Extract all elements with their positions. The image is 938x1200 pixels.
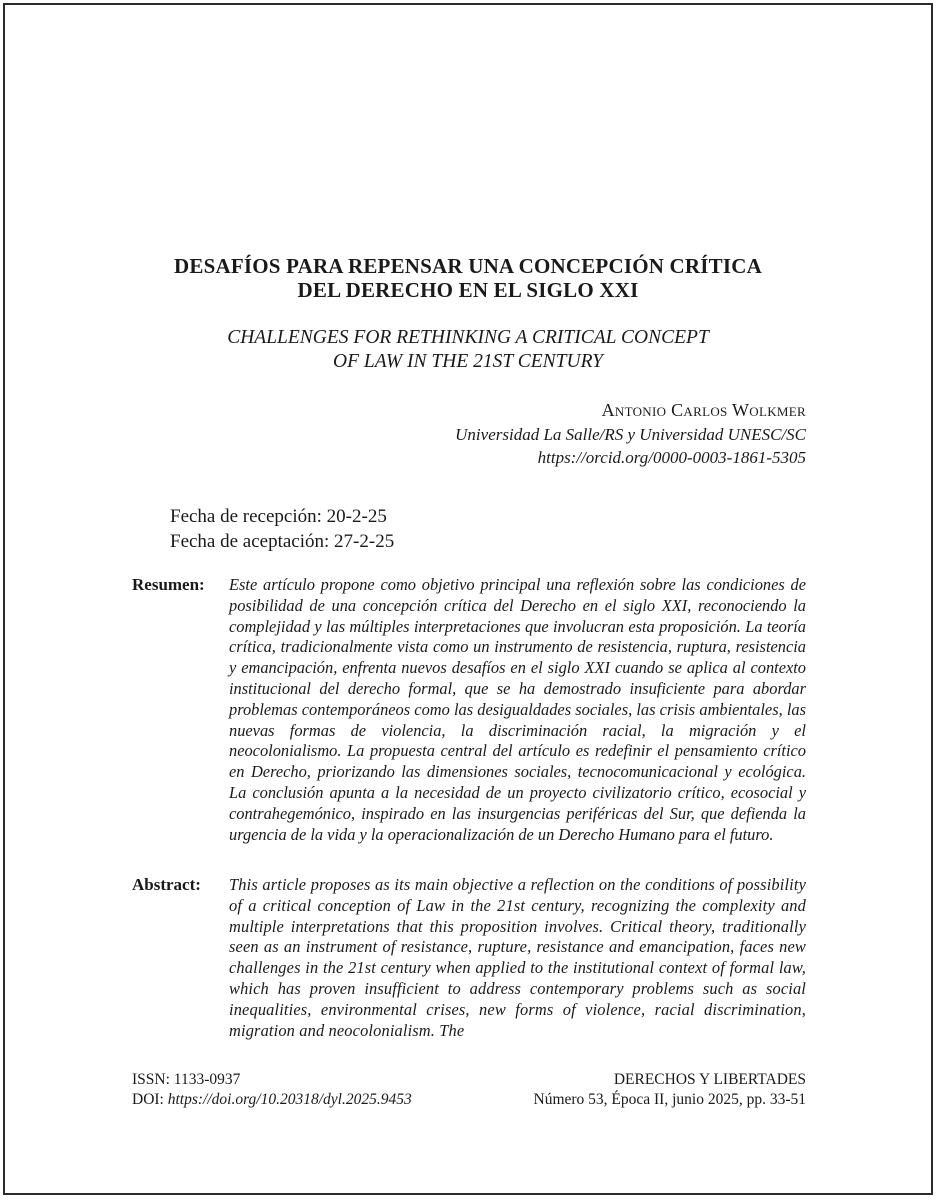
footer-right — [534, 1070, 807, 1110]
abstract-text: This article proposes as its main objective a reflection on the conditions of possibility of a critical conception of Law in the 21st century, recognizing the complexity and multiple interpretations that this proposition involves. Critical theory, traditionally seen as an instrument of resistance, rupture, resistance and emancipation, faces new challenges in the 21st century when applied to the institutional context of formal law, which has proven insufficient to address contemporary problems such as social inequalities, environmental crises, new forms of violence, racial discrimination, migration and neocolonialism. The — [229, 875, 806, 1040]
title-en-line-2: OF LAW IN THE 21ST CENTURY — [333, 351, 603, 372]
submission-dates — [170, 504, 394, 554]
issn: ISSN: 1133-0937 — [132, 1071, 241, 1088]
title-es-line-2: DEL DERECHO EN EL SIGLO XXI — [297, 278, 639, 302]
author-orcid-link[interactable]: https://orcid.org/0000-0003-1861-5305 — [537, 448, 806, 467]
author-name: Antonio Carlos Wolkmer — [601, 400, 806, 420]
date-accepted: Fecha de aceptación: 27-2-25 — [170, 531, 395, 552]
author-affiliation: Universidad La Salle/RS y Universidad UNESC/SC — [455, 424, 806, 444]
doi — [132, 1090, 412, 1110]
author-block — [455, 399, 806, 470]
date-received: Fecha de recepción: 20-2-25 — [170, 506, 387, 527]
footer-left — [132, 1070, 412, 1110]
title-es-line-1: DESAFÍOS PARA REPENSAR UNA CONCEPCIÓN CRÍTICA — [174, 254, 762, 278]
resumen-label: Resumen: — [132, 575, 205, 594]
resumen-text: Este artículo propone como objetivo principal una reflexión sobre las condiciones de posibilidad de una concepción crítica del Derecho en el siglo XXI, reconociendo la complejidad y las múltiples interpretaciones que involucran esta proposición. La teoría crítica, tradicionalmente vista como un instrumento de resistencia, ruptura, resistencia y emancipación, enfrenta nuevos desafíos en el siglo XXI cuando se aplica al contexto institucional del derecho formal, que se ha demostrado insuficiente para abordar problemas contemporáneos como las desigualdades sociales, las crisis ambientales, las nuevas formas de violencia, la discriminación racial, la migración y el neocolonialismo. La propuesta central del artículo es redefinir el pensamiento crítico en Derecho, priorizando las dimensiones sociales, tecnocomunicacional y ecológica. La conclusión apunta a la necesidad de un proyecto civilizatorio crítico, ecosocial y contrahegemónico, inspirado en las insurgencias periféricas del Sur, que defienda la urgencia de la vida y la operacionalización de un Derecho Humano para el futuro. — [229, 575, 806, 844]
title-es — [130, 254, 806, 302]
doi-link[interactable]: https://doi.org/10.20318/dyl.2025.9453 — [167, 1091, 412, 1108]
title-en-line-1: CHALLENGES FOR RETHINKING A CRITICAL CONCEPT — [227, 327, 709, 348]
journal-name: DERECHOS Y LIBERTADES — [613, 1071, 806, 1088]
abstract-label: Abstract: — [132, 875, 201, 894]
title-en — [130, 326, 806, 374]
doi-label: DOI: — [132, 1091, 168, 1108]
issue-info: Número 53, Época II, junio 2025, pp. 33-51 — [533, 1091, 806, 1108]
